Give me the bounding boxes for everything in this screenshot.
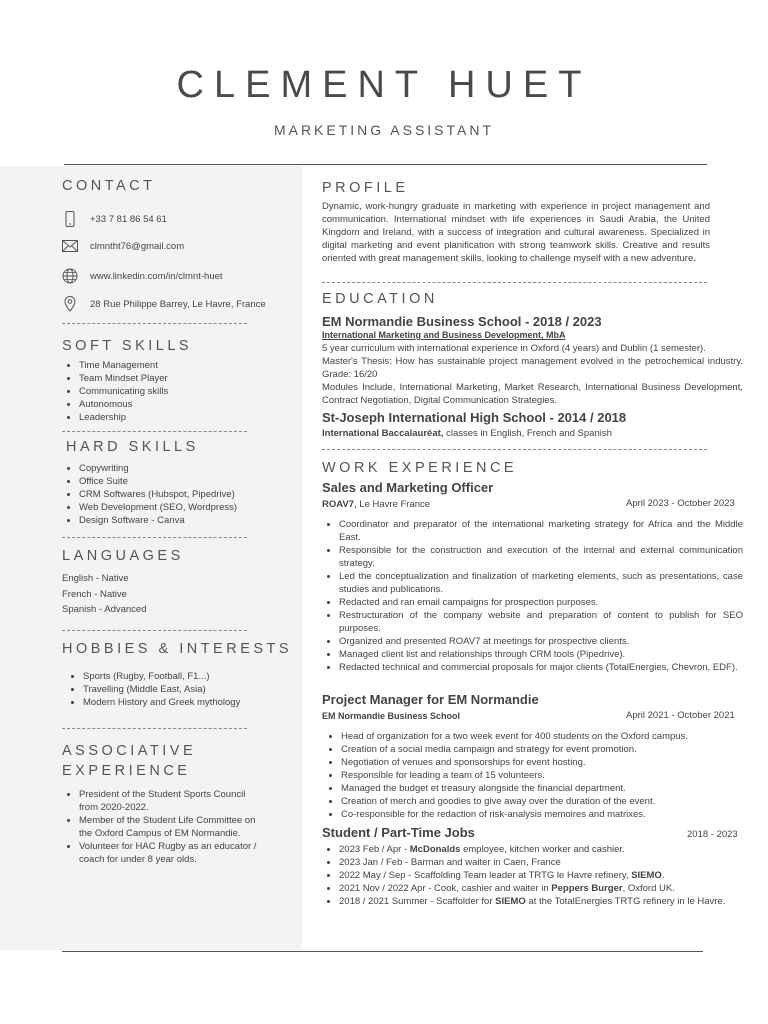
- list-item: • Copywriting: [79, 462, 304, 475]
- list-item: • Managed client list and relationships through CRM tools (Pipedrive).: [339, 648, 743, 661]
- list-item: [339, 869, 757, 882]
- profile-text: Dynamic, work-hungry graduate in marketing with experience in project management and communication. International mindset with life experiences in Saudi Arabia, the United Kingdom and Ireland, with a success of integration and cultural awareness. Specialized in digital marketing and event planification with strong teamwork skills. Creative and results oriented with great management skills, looking to challenge myself with a new adventure.: [322, 201, 710, 264]
- school-name: EM Normandie Business School - 2018 / 2023: [322, 314, 602, 329]
- company-location: , Le Havre France: [354, 499, 431, 510]
- list-item: • Negotiation of venues and sponsorships for event hosting.: [341, 756, 751, 769]
- list-item: • Responsible for leading a team of 15 volunteers.: [341, 769, 751, 782]
- list-item: • Sports (Rugby, Football, F1...): [83, 670, 308, 683]
- job-title: Student / Part-Time Jobs: [322, 825, 475, 840]
- email-text[interactable]: clmntht76@gmail.com: [90, 240, 185, 252]
- list-item: • 2023 Jan / Feb - Barman and waiter in Caen, France: [339, 856, 757, 869]
- list-item: • Redacted and ran email campaigns for prospection purposes.: [339, 596, 743, 609]
- list-item: • Organized and presented ROAV7 at meetings for prospective clients.: [339, 635, 743, 648]
- header-divider: [64, 164, 707, 165]
- employer: SIEMO: [495, 896, 526, 907]
- education-detail: 5 year curriculum with international experience in Oxford (4 years) and Dublin (1 semester).: [322, 343, 706, 354]
- degree-line: [322, 427, 743, 440]
- contact-address: [62, 296, 266, 312]
- list-item: • Communicating skills: [79, 385, 299, 398]
- degree-detail: classes in English, French and Spanish: [443, 428, 612, 439]
- candidate-name: CLEMENT HUET: [176, 64, 592, 106]
- job-date: April 2023 - October 2023: [626, 498, 735, 509]
- item-text: , Oxford UK.: [622, 883, 675, 894]
- list-item: • Led the conceptualization and finalization of marketing elements, such as presentations, case studies and publications.: [339, 570, 743, 596]
- divider: [322, 282, 707, 283]
- phone-icon: [62, 211, 78, 227]
- list-item: • Managed the budget et treasury alongside the financial department.: [341, 782, 751, 795]
- language-item: French - Native: [62, 589, 127, 600]
- divider: [62, 728, 247, 729]
- languages-title: LANGUAGES: [62, 548, 184, 564]
- education-detail: Master's Thesis: How has sustainable project management evolved in the petrochemical industry. Grade: 16/20: [322, 356, 743, 380]
- hard-skills-list: [62, 462, 304, 527]
- list-item: • Design Software - Canva: [79, 514, 304, 527]
- list-item: • Head of organization for a two week event for 400 students on the Oxford campus.: [341, 730, 751, 743]
- list-item: • Leadership: [79, 411, 299, 424]
- item-text: 2022 May / Sep - Scaffolding Team leader at TRTG le Havre refinery,: [339, 870, 632, 881]
- globe-icon: [62, 268, 78, 284]
- list-item: • Team Mindset Player: [79, 372, 299, 385]
- item-text: 2023 Feb / Apr -: [339, 844, 410, 855]
- degree: International Marketing and Business Development, MbA: [322, 330, 566, 340]
- address-text: 28 Rue Philippe Barrey, Le Havre, France: [90, 298, 266, 310]
- hobbies-title: HOBBIES & INTERESTS: [62, 641, 293, 657]
- contact-phone: [62, 211, 167, 227]
- school-name: St-Joseph International High School - 2014 / 2018: [322, 410, 627, 425]
- associative-title-line2: EXPERIENCE: [62, 763, 191, 779]
- job-duties: [322, 518, 743, 674]
- list-item: • Coordinator and preparator of the international marketing strategy for Africa and the Middle East.: [339, 518, 743, 544]
- company: ROAV7: [322, 499, 355, 510]
- divider: [62, 630, 247, 631]
- list-item: • Office Suite: [79, 475, 304, 488]
- contact-email: [62, 238, 184, 254]
- hard-skills-title: HARD SKILLS: [66, 439, 199, 455]
- divider: [62, 431, 247, 432]
- work-title: WORK EXPERIENCE: [322, 460, 518, 476]
- phone-text: +33 7 81 86 54 61: [90, 213, 167, 225]
- divider: [62, 323, 247, 324]
- location-pin-icon: [62, 296, 78, 312]
- list-item: [339, 895, 757, 908]
- item-text: 2018 / 2021 Summer - Scaffolder for: [339, 896, 496, 907]
- degree: International Baccalauréat,: [322, 428, 444, 439]
- linkedin-text[interactable]: www.linkedin.com/in/clmnt-huet: [90, 270, 223, 282]
- contact-linkedin: [62, 268, 223, 284]
- company-line: [322, 498, 430, 511]
- employer: Peppers Burger: [551, 883, 623, 894]
- language-item: English - Native: [62, 573, 129, 584]
- envelope-icon: [62, 238, 78, 254]
- soft-skills-title: SOFT SKILLS: [62, 338, 193, 354]
- job-title: MARKETING ASSISTANT: [273, 122, 495, 138]
- list-item: • Modern History and Greek mythology: [83, 696, 308, 709]
- job-duties: [322, 843, 757, 908]
- list-item: [339, 843, 757, 856]
- education-title: EDUCATION: [322, 291, 438, 307]
- list-item: • CRM Softwares (Hubspot, Pipedrive): [79, 488, 304, 501]
- language-item: Spanish - Advanced: [62, 604, 147, 615]
- item-text: 2021 Nov / 2022 Apr - Cook, cashier and waiter in: [339, 883, 552, 894]
- item-text: at the TotalEnergies TRTG refinery in le Havre.: [525, 896, 726, 907]
- contact-title: CONTACT: [62, 178, 156, 194]
- divider: [322, 449, 707, 450]
- employer: SIEMO: [631, 870, 662, 881]
- list-item: • Creation of merch and goodies to give away over the duration of the event.: [341, 795, 751, 808]
- list-item: • Co-responsible for the redaction of risk-analysis memoires and matrixes.: [341, 808, 751, 821]
- item-text: employee, kitchen worker and cashier.: [460, 844, 625, 855]
- job-title: Sales and Marketing Officer: [322, 480, 494, 495]
- hobbies-list: [66, 670, 308, 709]
- job-date: April 2021 - October 2021: [626, 710, 735, 721]
- list-item: • Member of the Student Life Committee on the Oxford Campus of EM Normandie.: [79, 814, 259, 840]
- list-item: • Restructuration of the company website and preparation of content to publish for SEO purposes.: [339, 609, 743, 635]
- job-title: Project Manager for EM Normandie: [322, 692, 539, 707]
- list-item: • Web Development (SEO, Wordpress): [79, 501, 304, 514]
- item-text: .: [661, 870, 665, 881]
- soft-skills-list: [62, 359, 299, 424]
- list-item: • President of the Student Sports Council from 2020-2022.: [79, 788, 259, 814]
- list-item: [339, 882, 757, 895]
- list-item: • Autonomous: [79, 398, 299, 411]
- list-item: • Volunteer for HAC Rugby as an educator / coach for under 8 year olds.: [79, 840, 259, 866]
- footer-divider: [62, 951, 703, 952]
- list-item: • Responsible for the construction and execution of the internal and external communication strategy.: [339, 544, 743, 570]
- list-item: • Redacted technical and commercial proposals for major clients (TotalEnergies, Chevron, EDF).: [339, 661, 743, 674]
- company: EM Normandie Business School: [322, 711, 461, 721]
- divider: [62, 537, 247, 538]
- list-item: • Creation of a social media campaign and strategy for event promotion.: [341, 743, 751, 756]
- associative-list: [62, 788, 259, 866]
- profile-title: PROFILE: [322, 180, 409, 196]
- list-item: • Time Management: [79, 359, 299, 372]
- list-item: • Travelling (Middle East, Asia): [83, 683, 308, 696]
- education-detail: Modules Include, International Marketing, Market Research, International Business Development, Contract Negotiation, Digital Communication Strategies.: [322, 382, 743, 406]
- job-date: 2018 - 2023: [687, 829, 738, 840]
- job-duties: [324, 730, 751, 821]
- employer: McDonalds: [409, 844, 461, 855]
- associative-title-line1: ASSOCIATIVE: [62, 743, 197, 759]
